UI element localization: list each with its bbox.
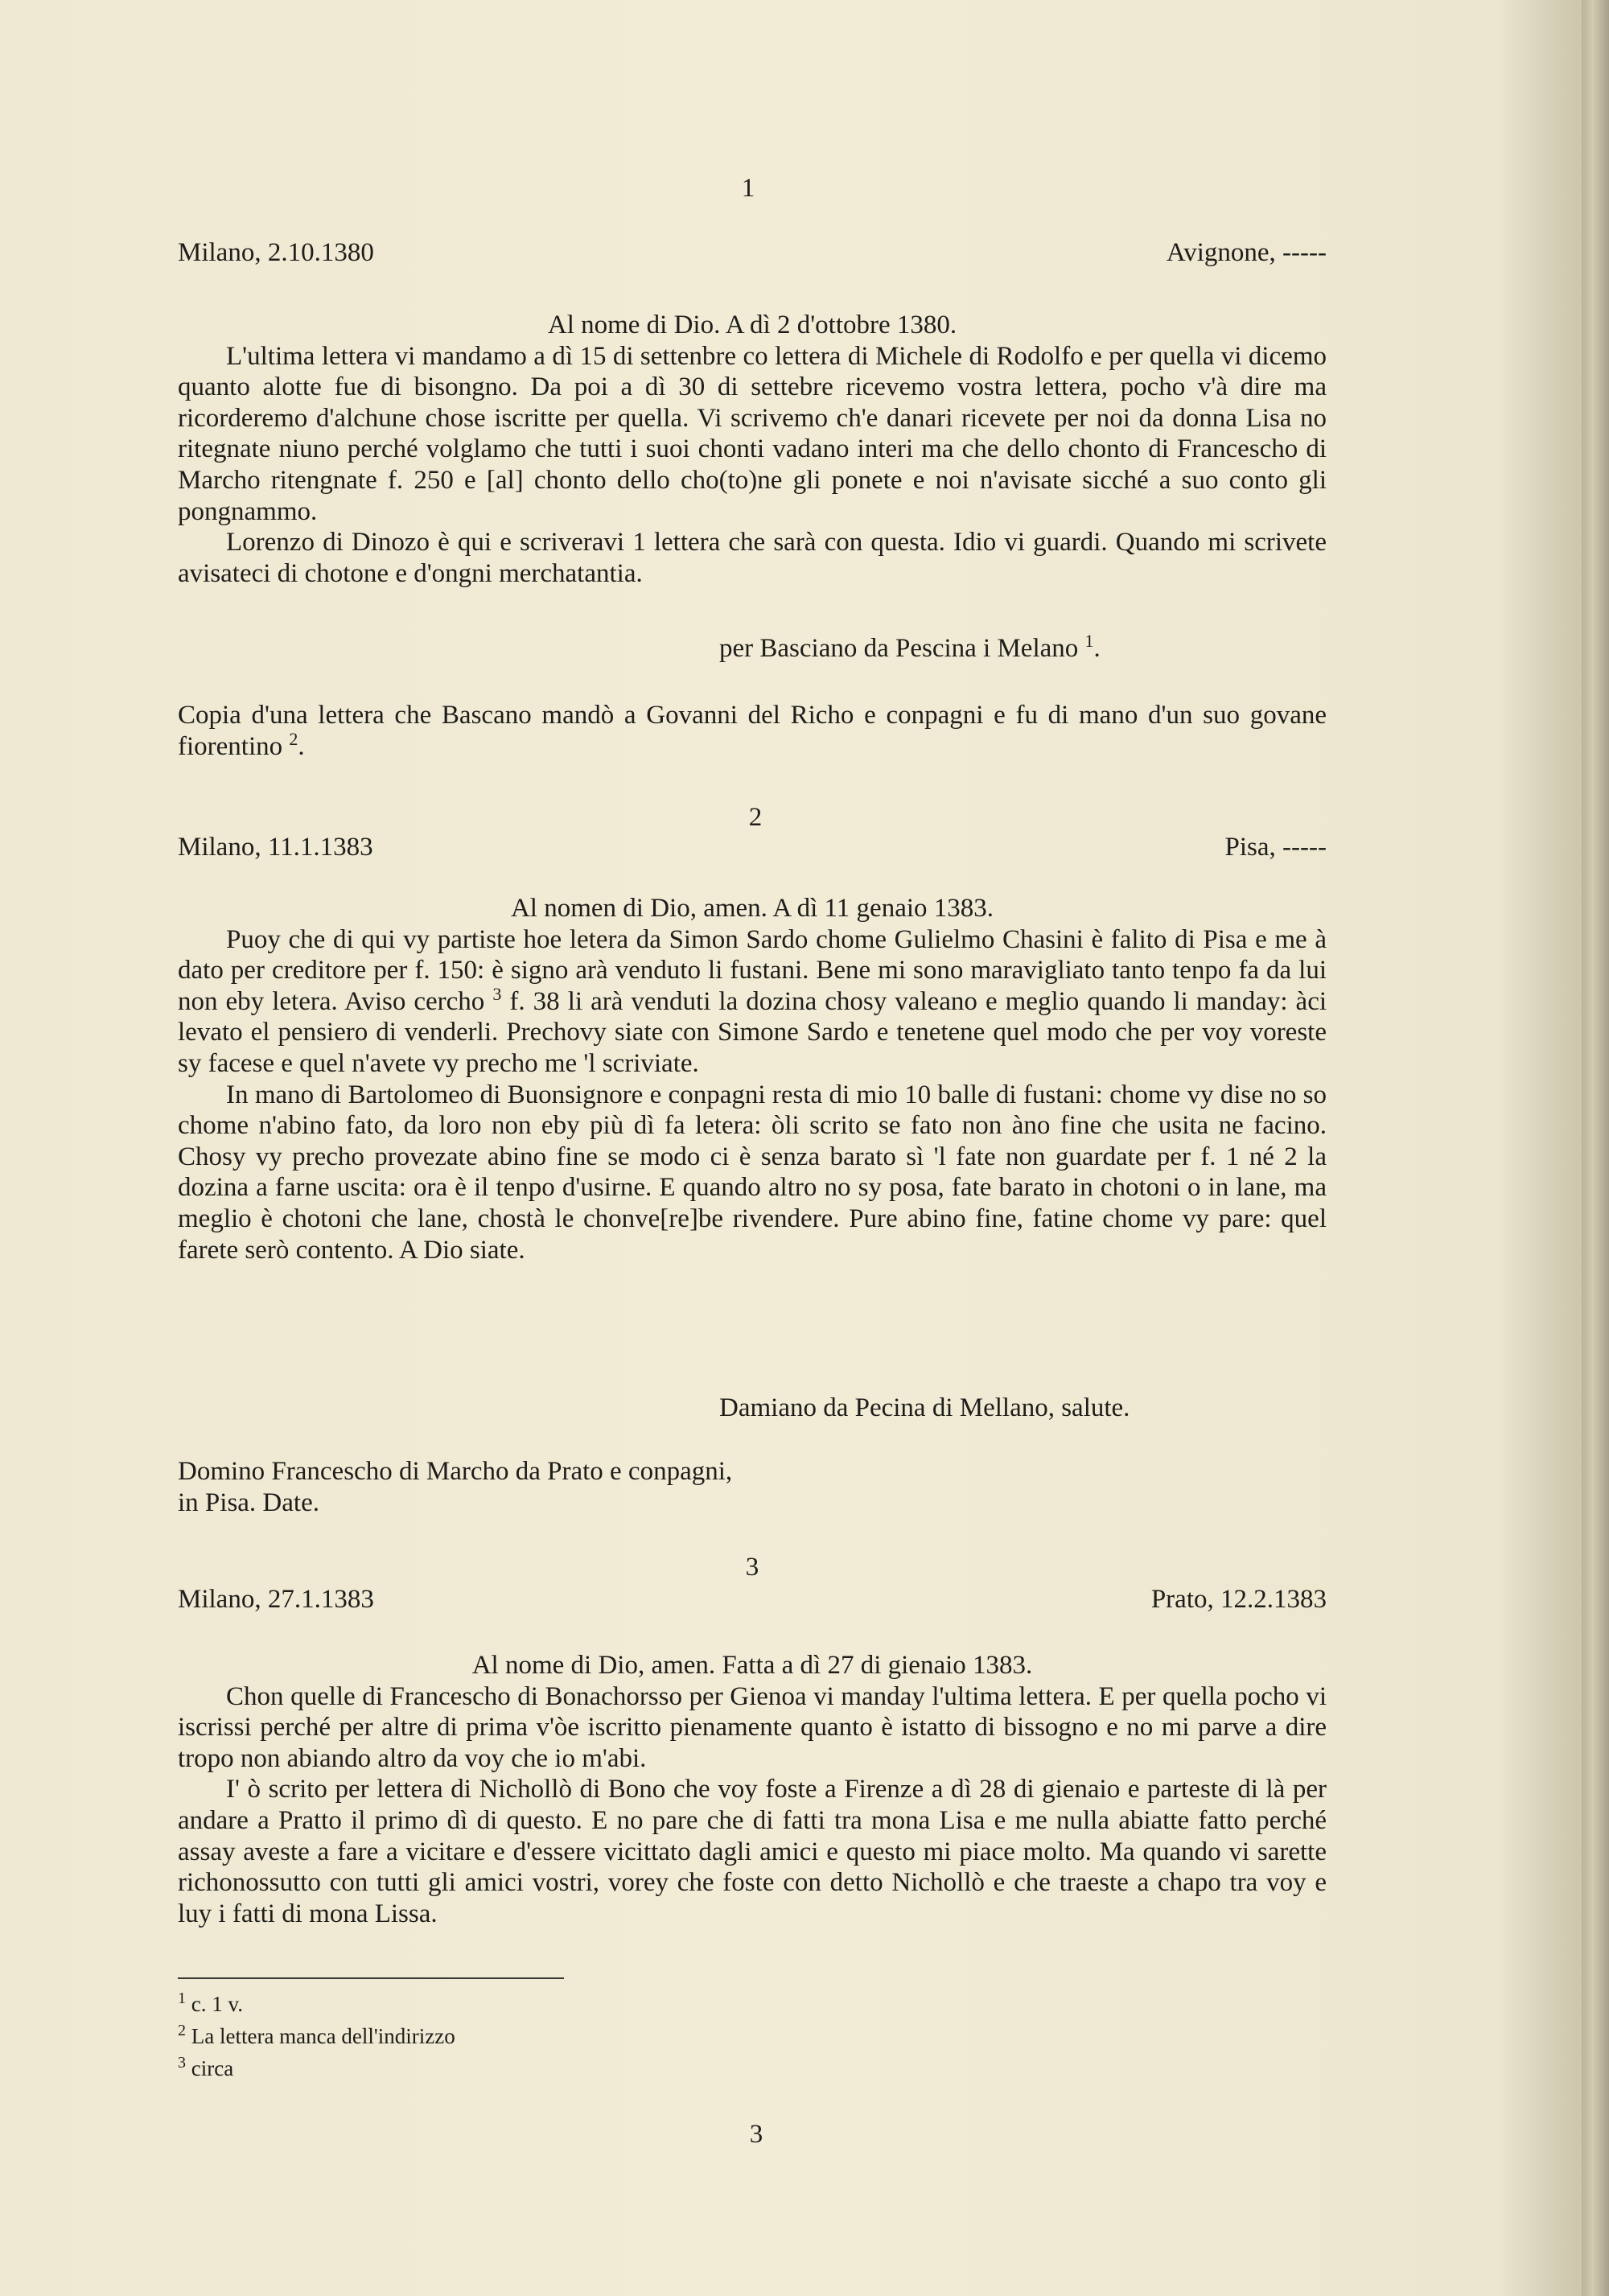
letter-body — [178, 310, 1327, 589]
dateline — [178, 1585, 1327, 1615]
footnote-ref[interactable]: 1 — [1084, 631, 1094, 651]
letter-heading: Al nome di Dio. A dì 2 d'ottobre 1380. — [547, 311, 957, 339]
paragraph: I' ò scrito per lettera di Nichollò di Bono che voy foste a Firenze a dì 28 di gienaio e parteste di là per andare a Pratto il primo dì di questo. E no pare che di fatti tra mona Lisa e me nulla abiatte fatto perché assay aveste a fare a vicitare e d'essere vicittato dagli amici e questo mi piace molto. Ma quando vi sarette richonossutto con tutti gli amici vostri, vorey che foste con detto Nichollò e che traeste a chapo tra voy e luy i fatti di mona Lissa. — [178, 1775, 1327, 1928]
letter-heading: Al nome di Dio, amen. Fatta a dì 27 di gienaio 1383. — [471, 1651, 1033, 1680]
footnote: $^3$ circa — [178, 2054, 234, 2080]
letter-heading: Al nomen di Dio, amen. A dì 11 genaio 1383. — [510, 894, 994, 923]
letter-number: 2 — [748, 803, 763, 832]
footnote-ref[interactable]: 3 — [492, 983, 502, 1004]
copy-note: Copia d'una lettera che Bascano mandò a Govanni del Richo e conpagni e fu di mano d'un suo govane fiorentino $^2$. — [178, 701, 1327, 761]
footnote: $^2$ La lettera manca dell'indirizzo — [178, 2022, 455, 2048]
place-to: Pisa, ----- — [1224, 833, 1327, 862]
place-to: Prato, 12.2.1383 — [1150, 1585, 1327, 1614]
paragraph: Chon quelle di Francescho di Bonachorsso per Gienoa vi manday l'ultima lettera. E per quella pocho vi iscrissi perché per altre di prima v'òe iscritto pienamente quanto è istatto di bissogno e no mi parve a dire tropo non abiando altro da voy che io m'abi. — [178, 1681, 1327, 1773]
page-edge — [1582, 0, 1609, 2296]
footnote-ref[interactable]: 2 — [289, 728, 298, 749]
letter-number: 1 — [741, 174, 755, 203]
paragraph: Lorenzo di Dinozo è qui e scriveravi 1 lettera che sarà con questa. Idio vi guardi. Quando mi scrivete avisateci di chotone e d'ongni merchatantia. — [178, 528, 1327, 588]
place-from: Milano, 11.1.1383 — [178, 833, 373, 862]
signature: per Basciano da Pescina i Melano $^1$. — [719, 631, 1101, 663]
paragraph: L'ultima lettera vi mandamo a dì 15 di settenbre co lettera di Michele di Rodolfo e per quella vi dicemo quanto alotte fue di bisongno. Da poi a dì 30 di settebre ricevemo vostra lettera, pocho v'à dire ma ricorderemo d'alchune chose iscritte per quella. Vi scrivemo ch'e danari ricevete per noi da donna Lisa no ritegnate niuno perché volglamo che tutti i suoi chonti vadano interi ma che dello chonto di Francescho di Marcho ritengnate f. 250 e [al] chonto dello cho(to)ne gli ponete e noi n'avisate sicché a suo conto gli pongnammo. — [178, 341, 1327, 526]
paragraph: Puoy che di qui vy partiste hoe letera da Simon Sardo chome Gulielmo Chasini è falito di Pisa e me à dato per creditore per f. 150: è signo arà venduto li fustani. Bene mi sono maravigliato tanto tenpo fa da lui non eby letera. Aviso cercho $^3$ f. 38 li arà venduti la dozina chosy valeano e meglio quando li manday: àci levato el pensiero di venderli. Prechovy siate con Simone Sardo e tenetene quel modo che per voy voreste sy facese e quel n'avete vy precho me 'l scriviate. — [178, 924, 1327, 1078]
address-line: Domino Francescho di Marcho da Prato e conpagni, — [178, 1457, 733, 1486]
paragraph: In mano di Bartolomeo di Buonsignore e conpagni resta di mio 10 balle di fustani: chome vy dise no so chome n'abino fato, da loro non eby più dì fa letera: òli scrito se fato non àno fine che usita ne facino. Chosy vy precho provezate abino fine se modo ci è senza barato sì 'l fate non guardate per f. 1 né 2 la dozina a farne uscita: ora è il tenpo d'usirne. E quando altro no sy posa, fate barato in chotoni o in lane, ma meglio è chotoni che lane, chostà le chonve[re]be rivendere. Pure abino fine, fatine chome vy pare: quel farete serò contento. A Dio siate. — [178, 1080, 1327, 1265]
place-from: Milano, 2.10.1380 — [178, 238, 374, 267]
place-from: Milano, 27.1.1383 — [178, 1585, 374, 1614]
letter-body — [178, 893, 1327, 1265]
dateline — [178, 833, 1327, 862]
letter-body — [178, 1650, 1327, 1929]
footnote-rule — [178, 1977, 564, 1979]
address-block — [178, 1456, 1327, 1518]
address-line: in Pisa. Date. — [178, 1487, 319, 1517]
letter-number: 3 — [745, 1553, 759, 1582]
place-to: Avignone, ----- — [1166, 238, 1327, 267]
signature: Damiano da Pecina di Mellano, salute. — [719, 1393, 1130, 1422]
page-number: 3 — [749, 2120, 763, 2149]
dateline — [178, 238, 1327, 268]
footnote: $^1$ c. 1 v. — [178, 1989, 243, 2016]
